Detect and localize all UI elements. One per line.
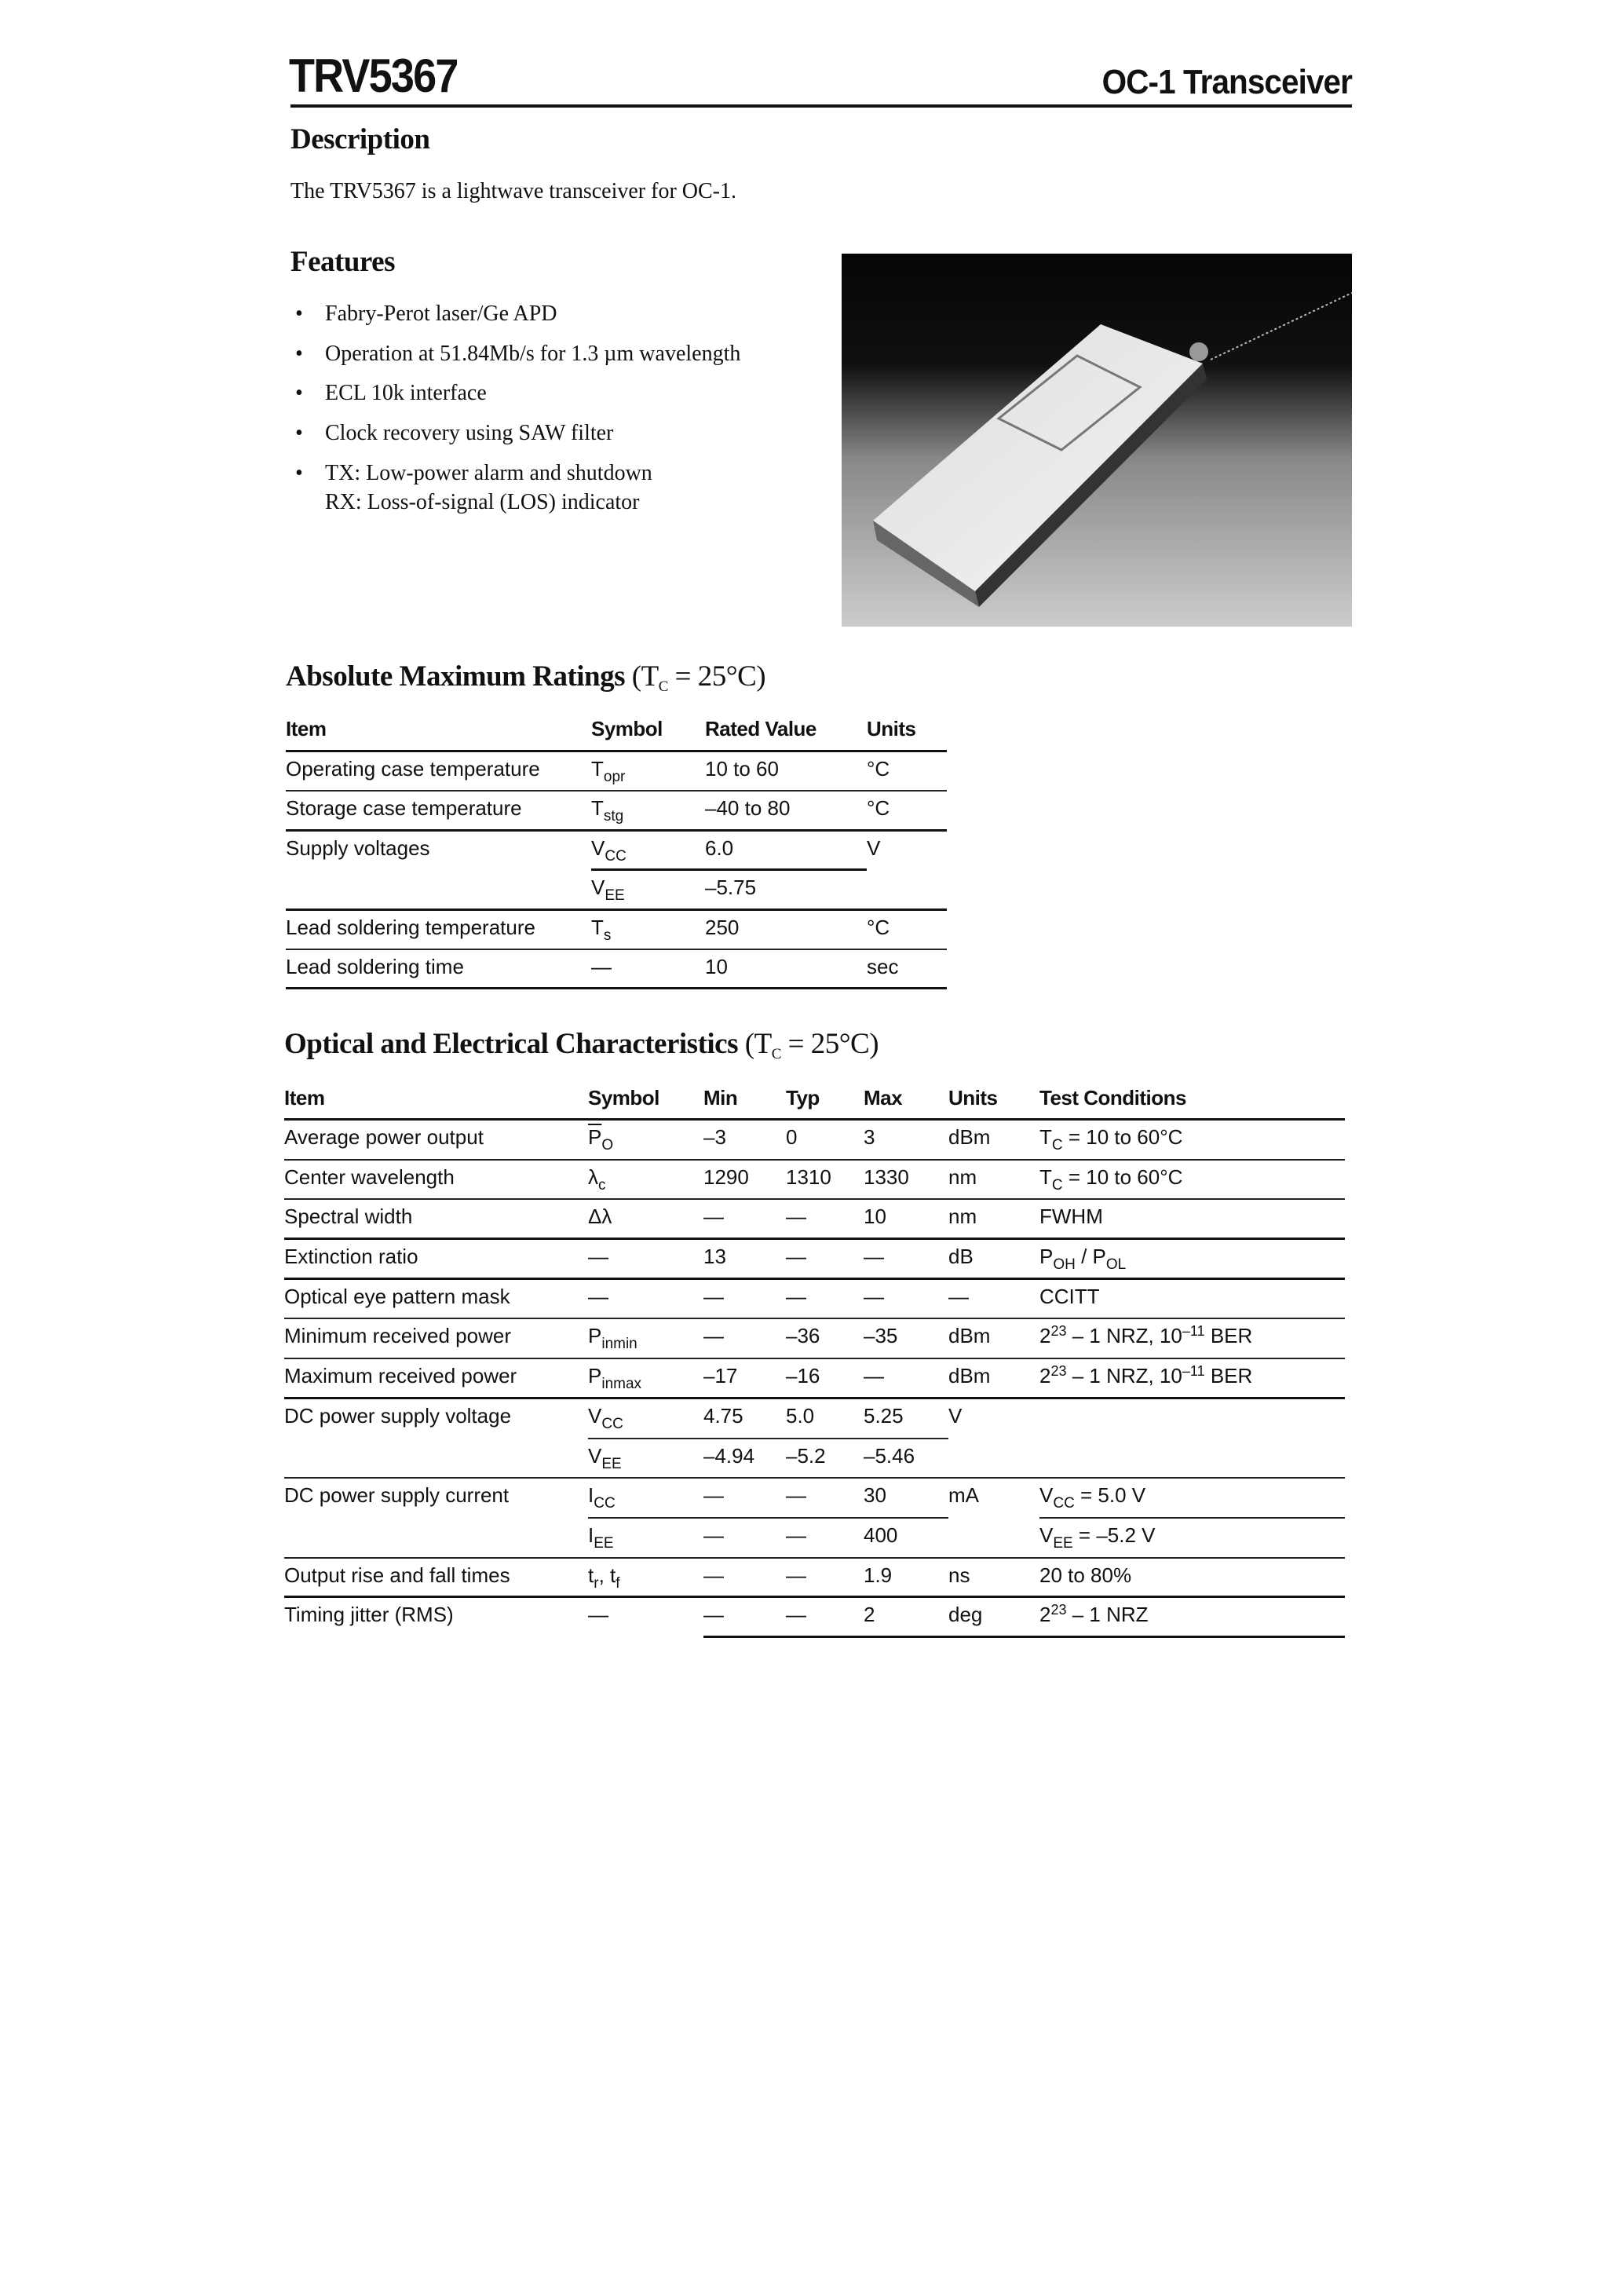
superscript: 23 — [1050, 1602, 1067, 1618]
item-cell: Extinction ratio — [284, 1240, 588, 1280]
units-cell: V — [867, 835, 881, 860]
units-cell: nm — [948, 1161, 1039, 1201]
test-cell — [1039, 1359, 1345, 1399]
max-cell: — — [864, 1240, 948, 1280]
bullet-icon: • — [295, 421, 303, 445]
typ-cell: — — [786, 1240, 864, 1280]
text-segment: — — [588, 1245, 608, 1269]
text-segment: = 10 to 60°C — [1062, 1164, 1183, 1189]
text-segment: = 5.0 V — [1074, 1483, 1146, 1508]
column-header: Typ — [786, 1078, 864, 1121]
symbol-cell — [588, 1479, 703, 1519]
item-cell: Lead soldering temperature — [286, 911, 591, 950]
text-segment: BER — [1204, 1324, 1253, 1348]
text-segment: λ — [588, 1164, 598, 1189]
symbol-cell — [591, 950, 705, 989]
feature-item — [295, 302, 557, 327]
subscript: opr — [603, 769, 626, 785]
min-cell: — — [703, 1200, 786, 1240]
feature-text: ECL 10k interface — [325, 381, 487, 405]
typ-cell: 1310 — [786, 1161, 864, 1201]
part-number-title: TRV5367 — [289, 49, 458, 102]
feature-item — [295, 461, 652, 486]
table-row — [284, 1200, 1345, 1240]
value-cell: 250 — [705, 911, 867, 950]
column-header: Item — [286, 708, 591, 752]
table-row — [284, 1479, 1345, 1519]
text-segment: = –5.2 V — [1072, 1523, 1156, 1547]
text-segment: , t — [598, 1563, 616, 1587]
description-heading: Description — [290, 123, 430, 155]
units-cell: dB — [948, 1240, 1039, 1280]
subscript: EE — [605, 887, 625, 905]
item-cell: Lead soldering time — [286, 950, 591, 989]
typ-cell: — — [786, 1280, 864, 1320]
text-segment: (T — [744, 1028, 772, 1060]
text-segment: V — [1039, 1483, 1054, 1508]
typ-cell: — — [786, 1479, 864, 1519]
units-cell: °C — [867, 752, 947, 792]
feature-text: RX: Loss-of-signal (LOS) indicator — [325, 490, 640, 514]
value-cell: –40 to 80 — [705, 792, 867, 831]
abs-max-table — [286, 708, 947, 989]
units-cell — [867, 871, 947, 910]
max-cell: –35 — [864, 1319, 948, 1359]
text-segment: = 10 to 60°C — [1062, 1125, 1183, 1149]
text-segment: = 25°C) — [667, 660, 766, 693]
column-header: Symbol — [591, 708, 705, 752]
item-cell: DC power supply voltage — [284, 1403, 512, 1428]
subscript: O — [601, 1137, 614, 1153]
typ-cell: –36 — [786, 1319, 864, 1359]
symbol-cell — [588, 1319, 703, 1359]
text-segment: — — [591, 954, 612, 978]
text-segment: – 1 NRZ — [1066, 1603, 1149, 1627]
column-header: Item — [284, 1078, 588, 1121]
table-row — [284, 1280, 1345, 1320]
subscript: C — [1051, 1137, 1063, 1153]
symbol-cell — [588, 1240, 703, 1280]
text-segment: I — [588, 1523, 594, 1547]
column-header: Min — [703, 1078, 786, 1121]
overlined-text: $\overline{P}$ — [588, 1125, 602, 1149]
characteristics-condition — [745, 1028, 879, 1060]
symbol-cell — [588, 1598, 703, 1638]
table-row — [286, 752, 947, 792]
text-segment: P — [588, 1324, 602, 1348]
text-segment: 2 — [1039, 1364, 1051, 1388]
item-cell: Timing jitter (RMS) — [284, 1603, 454, 1627]
subscript: EE — [601, 1455, 622, 1472]
subscript: r — [594, 1574, 599, 1592]
text-segment: BER — [1204, 1364, 1253, 1388]
text-segment: V — [588, 1403, 602, 1428]
subscript: stg — [603, 808, 624, 825]
text-segment: — — [588, 1284, 608, 1308]
table-row — [284, 1240, 1345, 1280]
symbol-cell — [588, 1559, 703, 1599]
max-cell: 400 — [864, 1519, 948, 1559]
units-cell: °C — [867, 792, 947, 831]
max-cell: — — [864, 1359, 948, 1399]
column-header: Units — [948, 1078, 1039, 1121]
symbol-cell — [588, 1519, 703, 1559]
text-segment: – 1 NRZ, 10 — [1066, 1364, 1182, 1388]
typ-cell: 5.0 — [786, 1399, 864, 1439]
symbol-cell — [588, 1161, 703, 1201]
min-cell: — — [703, 1519, 786, 1559]
subscript: c — [598, 1176, 606, 1194]
text-segment: (T — [631, 660, 659, 693]
units-cell — [948, 1439, 1039, 1479]
text-segment: T — [591, 757, 604, 781]
typ-cell: — — [786, 1519, 864, 1559]
superscript: –11 — [1182, 1363, 1205, 1380]
subscript: inmax — [601, 1376, 642, 1393]
min-cell: 1290 — [703, 1161, 786, 1201]
text-segment: – 1 NRZ, 10 — [1066, 1324, 1182, 1348]
min-cell: –3 — [703, 1121, 786, 1161]
min-cell: –4.94 — [703, 1439, 786, 1479]
units-cell: — — [948, 1280, 1039, 1320]
text-segment: 20 to 80% — [1039, 1563, 1132, 1587]
symbol-cell — [591, 911, 705, 950]
units-cell: sec — [867, 950, 947, 989]
table-row — [286, 950, 947, 989]
min-cell: — — [703, 1559, 786, 1599]
max-cell: 1330 — [864, 1161, 948, 1201]
table-row — [284, 1519, 1345, 1559]
superscript: 23 — [1050, 1323, 1067, 1340]
min-cell: 13 — [703, 1240, 786, 1280]
item-cell — [284, 1439, 588, 1479]
column-header: Rated Value — [705, 708, 867, 752]
subscript: EE — [1053, 1534, 1073, 1552]
item-cell: Supply voltages — [286, 835, 430, 860]
test-cell — [1039, 1240, 1345, 1280]
units-cell — [948, 1519, 1039, 1559]
table-row — [284, 1121, 1345, 1161]
test-cell — [1039, 1519, 1345, 1559]
text-segment: V — [591, 835, 605, 860]
subscript: CC — [594, 1495, 616, 1512]
subscript: OL — [1105, 1256, 1127, 1274]
text-segment: V — [591, 876, 605, 900]
table-row — [286, 832, 947, 871]
test-cell — [1039, 1161, 1345, 1201]
table-row — [286, 871, 947, 910]
text-segment: I — [588, 1483, 594, 1508]
test-cell — [1039, 1200, 1345, 1240]
max-cell: 10 — [864, 1200, 948, 1240]
symbol-cell — [591, 792, 705, 831]
table-row — [284, 1559, 1345, 1599]
symbol-cell — [588, 1280, 703, 1320]
units-cell: mA — [948, 1483, 979, 1508]
symbol-cell — [588, 1200, 703, 1240]
symbol-cell — [591, 752, 705, 792]
description-text: The TRV5367 is a lightwave transceiver for OC-1. — [290, 179, 736, 203]
subscript: s — [603, 927, 612, 944]
bullet-icon: • — [295, 381, 303, 405]
header-rule — [290, 104, 1352, 108]
product-subtitle: OC-1 Transceiver — [1101, 63, 1352, 101]
symbol-cell — [591, 832, 705, 871]
text-segment: / P — [1075, 1245, 1106, 1269]
units-cell: nm — [948, 1200, 1039, 1240]
characteristics-table — [284, 1078, 1345, 1638]
subscript: inmin — [601, 1336, 637, 1353]
subscript: f — [616, 1574, 620, 1592]
table-row — [284, 1319, 1345, 1359]
units-cell: ns — [948, 1559, 1039, 1599]
units-cell: deg — [948, 1598, 1039, 1638]
abs-max-heading — [286, 660, 765, 693]
units-cell: dBm — [948, 1359, 1039, 1399]
max-cell: 2 — [864, 1598, 948, 1638]
max-cell: 3 — [864, 1121, 948, 1161]
symbol-cell — [588, 1121, 703, 1161]
subscript: C — [658, 678, 668, 695]
typ-cell: — — [786, 1200, 864, 1240]
feature-item — [295, 381, 487, 406]
test-cell — [1039, 1121, 1345, 1161]
units-cell: °C — [867, 911, 947, 950]
characteristics-heading — [284, 1027, 879, 1061]
feature-text: Fabry-Perot laser/Ge APD — [325, 302, 557, 326]
item-cell — [286, 871, 591, 910]
item-cell: Average power output — [284, 1121, 588, 1161]
product-photo — [842, 254, 1352, 627]
text-segment: Δλ — [588, 1205, 612, 1229]
max-cell: 1.9 — [864, 1559, 948, 1599]
bullet-icon: • — [295, 302, 303, 326]
max-cell: 30 — [864, 1479, 948, 1519]
item-cell: Operating case temperature — [286, 752, 591, 792]
test-cell — [1039, 1559, 1345, 1599]
subscript: CC — [601, 1415, 623, 1432]
bullet-icon: • — [295, 461, 303, 485]
subscript: C — [1051, 1176, 1063, 1194]
symbol-cell — [588, 1399, 703, 1439]
test-cell — [1039, 1319, 1345, 1359]
item-cell: Storage case temperature — [286, 792, 591, 831]
symbol-cell — [591, 871, 705, 910]
subscript: C — [771, 1046, 781, 1062]
table-row — [286, 792, 947, 831]
text-segment: T — [1039, 1164, 1052, 1189]
column-header: Units — [867, 708, 947, 752]
feature-item — [295, 421, 613, 446]
max-cell: –5.46 — [864, 1439, 948, 1479]
feature-item — [295, 342, 740, 367]
test-cell — [1039, 1280, 1345, 1320]
min-cell: — — [703, 1280, 786, 1320]
item-cell: Spectral width — [284, 1200, 588, 1240]
units-cell: dBm — [948, 1121, 1039, 1161]
subscript: EE — [594, 1534, 614, 1552]
table-row — [284, 1161, 1345, 1201]
text-segment: = 25°C) — [780, 1028, 879, 1060]
min-cell: — — [703, 1319, 786, 1359]
typ-cell: — — [786, 1598, 864, 1638]
min-cell: –17 — [703, 1359, 786, 1399]
min-cell: — — [703, 1598, 786, 1638]
item-cell: Output rise and fall times — [284, 1559, 588, 1599]
value-cell: 6.0 — [705, 832, 867, 871]
text-segment: T — [1039, 1125, 1052, 1149]
table-row — [286, 911, 947, 950]
text-segment: CCITT — [1039, 1284, 1100, 1308]
column-header: Symbol — [588, 1078, 703, 1121]
feature-item — [295, 490, 640, 515]
table-row — [284, 1439, 1345, 1479]
bullet-icon: • — [295, 342, 303, 366]
typ-cell: –16 — [786, 1359, 864, 1399]
text-segment: V — [588, 1443, 602, 1468]
superscript: –11 — [1182, 1323, 1205, 1340]
item-cell: Optical eye pattern mask — [284, 1280, 588, 1320]
symbol-cell — [588, 1439, 703, 1479]
test-cell — [1039, 1479, 1345, 1519]
abs-max-title: Absolute Maximum Ratings — [286, 660, 626, 693]
feature-text: Operation at 51.84Mb/s for 1.3 µm wavelength — [325, 342, 741, 366]
subscript: CC — [1053, 1495, 1075, 1512]
item-cell: Center wavelength — [284, 1161, 588, 1201]
test-cell — [1039, 1598, 1345, 1638]
max-cell: — — [864, 1280, 948, 1320]
text-segment: T — [591, 915, 604, 939]
text-segment: t — [588, 1563, 594, 1587]
subscript: CC — [605, 847, 627, 865]
feature-text: TX: Low-power alarm and shutdown — [325, 461, 652, 485]
max-cell: 5.25 — [864, 1399, 948, 1439]
item-cell: Maximum received power — [284, 1359, 588, 1399]
text-segment: — — [588, 1603, 608, 1627]
text-segment: P — [1039, 1245, 1054, 1269]
column-header: Max — [864, 1078, 948, 1121]
item-cell: Minimum received power — [284, 1319, 588, 1359]
units-cell: dBm — [948, 1319, 1039, 1359]
text-segment: P — [588, 1364, 602, 1388]
item-cell — [284, 1519, 588, 1559]
typ-cell: –5.2 — [786, 1439, 864, 1479]
text-segment: T — [591, 796, 604, 821]
symbol-cell — [588, 1359, 703, 1399]
text-segment: 2 — [1039, 1324, 1051, 1348]
feature-text: Clock recovery using SAW filter — [325, 421, 614, 445]
min-cell: — — [703, 1479, 786, 1519]
abs-max-condition — [632, 660, 765, 693]
superscript: 23 — [1050, 1363, 1067, 1380]
text-segment: FWHM — [1039, 1205, 1103, 1229]
test-cell — [1039, 1439, 1345, 1479]
typ-cell: — — [786, 1559, 864, 1599]
characteristics-title: Optical and Electrical Characteristics — [284, 1028, 739, 1060]
value-cell: 10 — [705, 950, 867, 989]
item-cell: DC power supply current — [284, 1483, 510, 1508]
text-segment: V — [1039, 1523, 1054, 1547]
subscript: OH — [1053, 1256, 1076, 1274]
typ-cell: 0 — [786, 1121, 864, 1161]
value-cell: –5.75 — [705, 871, 867, 910]
test-cell — [1039, 1399, 1345, 1439]
min-cell: 4.75 — [703, 1399, 786, 1439]
table-row — [284, 1399, 1345, 1439]
units-cell: V — [948, 1403, 963, 1428]
text-segment: 2 — [1039, 1603, 1051, 1627]
features-heading: Features — [290, 246, 395, 278]
column-header: Test Conditions — [1039, 1078, 1345, 1121]
table-row — [284, 1598, 1345, 1638]
table-row — [284, 1359, 1345, 1399]
value-cell: 10 to 60 — [705, 752, 867, 792]
